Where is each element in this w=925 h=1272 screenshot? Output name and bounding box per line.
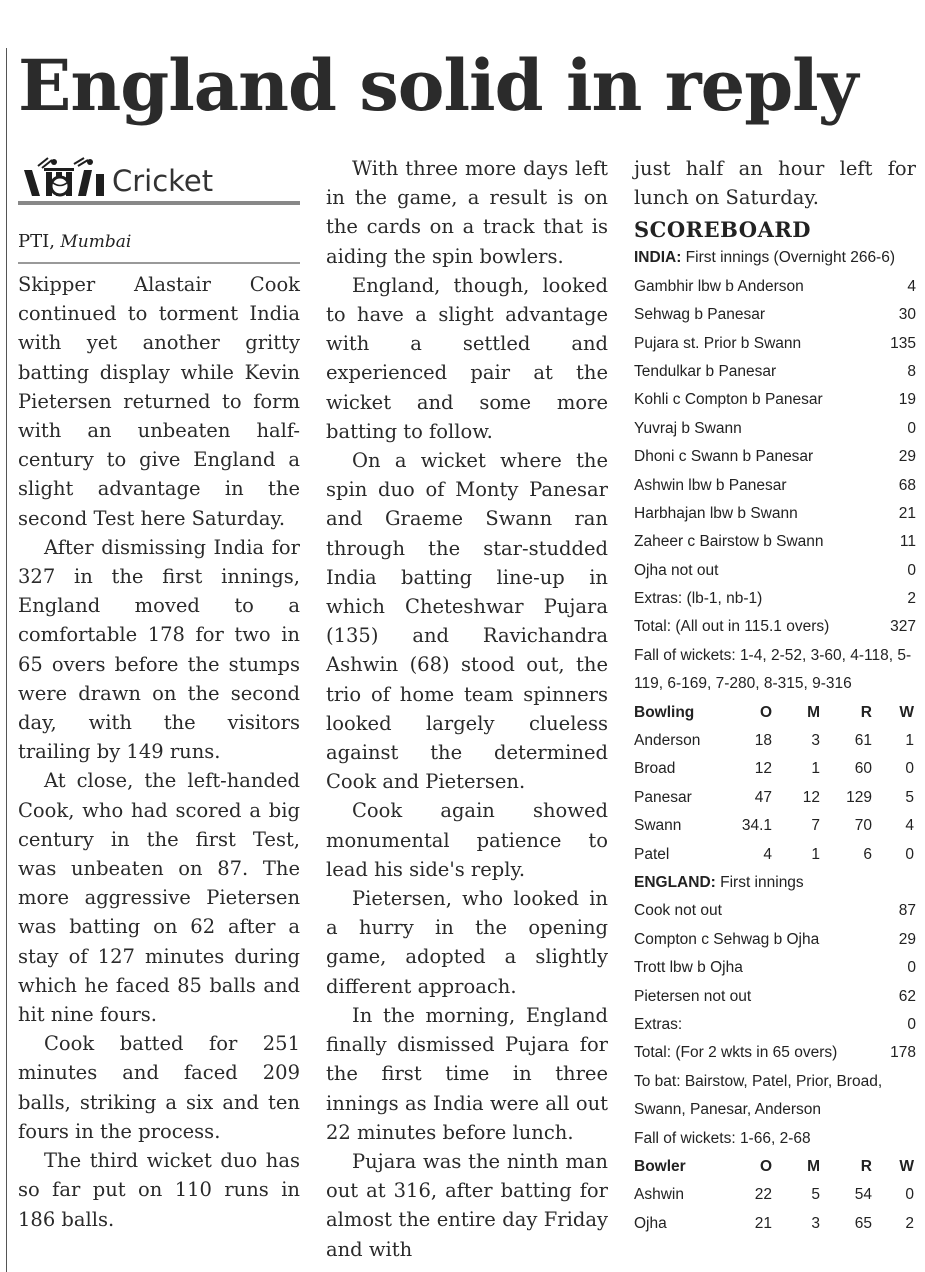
batsman-runs: 178 [890, 1044, 916, 1062]
batsman-runs: 0 [907, 1015, 916, 1033]
batsman-dismissal: Trott lbw b Ojha [634, 959, 743, 977]
batsman-runs: 62 [898, 987, 916, 1005]
batsman-dismissal: Harbhajan lbw b Swann [634, 504, 798, 522]
bowling-header-row [634, 1153, 916, 1181]
batsman-runs: 87 [898, 902, 916, 920]
england-innings-heading [634, 869, 916, 897]
left-column-rule [6, 48, 7, 1272]
bowler-overs: 22 [754, 1186, 772, 1204]
bowler-overs: 47 [754, 788, 772, 806]
batting-row [634, 897, 916, 925]
article-paragraph: On a wicket where the spin duo of Monty Panesar and Graeme Swann ran through the star-studded India batting line-up in which Cheteshwar Pujara (135) and Ravichandra Ashwin (68) stood out, the trio of home team spinners looked largely clueless against the determined Cook and Pietersen. [326, 449, 608, 794]
innings-label: First innings [720, 874, 804, 892]
bowler-runs: 70 [854, 817, 872, 835]
batsman-dismissal: Compton c Sehwag b Ojha [634, 930, 820, 948]
bowler-maidens: 5 [811, 1186, 820, 1204]
batting-row [634, 613, 916, 641]
article-column-1 [18, 154, 300, 1234]
batsman-runs: 11 [899, 533, 916, 551]
bowler-maidens: 1 [811, 845, 820, 863]
batsman-runs: 8 [907, 362, 916, 380]
bowling-header-maidens: M [807, 703, 820, 721]
article-paragraph: Skipper Alastair Cook continued to torment India with yet another gritty batting display while Kevin Pietersen returned to form with an unbeaten half-century to give England a slight advantage in the second Test here Saturday. [18, 273, 300, 530]
scoreboard [634, 244, 916, 1238]
article-paragraph: Cook again showed monumental patience to lead his side's reply. [326, 799, 608, 881]
byline-agency: PTI, [18, 231, 55, 252]
bowler-maidens: 7 [811, 817, 820, 835]
batting-row [634, 443, 916, 471]
batsman-runs: 4 [907, 277, 916, 295]
batting-row [634, 273, 916, 301]
article-paragraph: Pujara was the ninth man out at 316, after batting for almost the entire day Friday and with [326, 1149, 608, 1261]
bowler-overs: 18 [754, 732, 772, 750]
bowling-row [634, 727, 916, 755]
batting-row [634, 585, 916, 613]
batsman-runs: 30 [898, 306, 916, 324]
batsman-dismissal: Pujara st. Prior b Swann [634, 334, 802, 352]
bowling-header-overs: O [759, 1157, 772, 1175]
article-paragraph: Pietersen, who looked in a hurry in the opening game, adopted a slightly different approach. [326, 887, 608, 998]
article-paragraph: In the morning, England finally dismissed Pujara for the first time in three innings as India were all out 22 minutes before lunch. [326, 1003, 608, 1144]
section-tag [18, 154, 300, 210]
england-batting-list [634, 897, 916, 1067]
bowler-runs: 60 [854, 760, 872, 778]
bowler-overs: 12 [754, 760, 772, 778]
batsman-runs: 0 [907, 959, 916, 977]
bowling-row [634, 1181, 916, 1209]
bowling-row [634, 755, 916, 783]
batsman-dismissal: Dhoni c Swann b Panesar [634, 448, 814, 466]
cricket-bat-ball-stumps-icon [18, 156, 110, 200]
batsman-dismissal: Extras: [634, 1015, 683, 1033]
bowler-runs: 65 [854, 1214, 872, 1232]
batting-row [634, 528, 916, 556]
batsman-dismissal: Ashwin lbw b Panesar [634, 476, 787, 494]
bowler-name: Broad [634, 760, 676, 778]
bowling-row [634, 784, 916, 812]
article-paragraph: England, though, looked to have a slight advantage with a settled and experienced pair at the wicket and some more batting to follow. [326, 273, 608, 443]
batsman-runs: 21 [898, 504, 916, 522]
bowling-header-wickets: W [899, 703, 914, 721]
england-fall-of-wickets: Fall of wickets: 1-66, 2-68 [634, 1129, 811, 1147]
batsman-runs: 0 [907, 561, 916, 579]
headline: England solid in reply [18, 44, 858, 127]
section-label: Cricket [112, 164, 214, 198]
bowler-maidens: 12 [802, 788, 820, 806]
scoreboard-title: SCOREBOARD [634, 217, 812, 243]
batsman-runs: 327 [890, 618, 916, 636]
batsman-dismissal: Sehwag b Panesar [634, 306, 765, 324]
batsman-runs: 135 [890, 334, 916, 352]
bowling-header-runs: R [860, 1157, 872, 1175]
bowler-overs: 34.1 [741, 817, 772, 835]
batsman-runs: 29 [898, 930, 916, 948]
india-bowling-table [634, 699, 916, 869]
bowler-overs: 21 [754, 1214, 772, 1232]
batting-row [634, 557, 916, 585]
article-body-col3 [634, 154, 916, 212]
batting-row [634, 386, 916, 414]
bowler-maidens: 3 [811, 1214, 820, 1232]
bowler-maidens: 1 [811, 760, 820, 778]
bowler-overs: 4 [763, 845, 772, 863]
section-rule [18, 201, 300, 205]
bowling-row [634, 812, 916, 840]
batsman-dismissal: Ojha not out [634, 561, 719, 579]
bowler-name: Ashwin [634, 1186, 684, 1204]
bowler-name: Anderson [634, 732, 701, 750]
bowler-wickets: 0 [905, 1186, 914, 1204]
batsman-dismissal: Kohli c Compton b Panesar [634, 391, 823, 409]
byline-place: Mumbai [60, 232, 132, 252]
article-paragraph: At close, the left-handed Cook, who had scored a big century in the first Test, was unbeaten on 87. The more aggressive Pietersen was batting on 62 after a stay of 127 minutes during which he faced 85 balls and hit nine fours. [18, 769, 300, 1027]
batsman-dismissal: Cook not out [634, 902, 722, 920]
innings-label: First innings (Overnight 266-6) [685, 249, 896, 267]
bowler-wickets: 5 [905, 788, 914, 806]
bowler-name: Panesar [634, 788, 692, 806]
batting-row [634, 415, 916, 443]
article-paragraph: After dismissing India for 327 in the first innings, England moved to a comfortable 178 for two in 65 overs before the stumps were drawn on the second day, with the visitors trailing by 149 runs. [18, 535, 300, 764]
bowler-wickets: 0 [905, 760, 914, 778]
batsman-runs: 2 [907, 590, 916, 608]
batting-row [634, 1011, 916, 1039]
article-body-col1 [18, 270, 300, 1234]
bowler-name: Swann [634, 817, 682, 835]
bowler-wickets: 4 [905, 817, 914, 835]
batting-row [634, 500, 916, 528]
batting-row [634, 301, 916, 329]
bowler-runs: 6 [863, 845, 872, 863]
bowling-row [634, 1210, 916, 1238]
bowler-runs: 129 [846, 788, 872, 806]
bowling-header-runs: R [860, 703, 872, 721]
batting-row [634, 983, 916, 1011]
bowler-wickets: 2 [905, 1214, 914, 1232]
batting-row [634, 1039, 916, 1067]
bowler-runs: 54 [854, 1186, 872, 1204]
england-bowling-table [634, 1153, 916, 1238]
team-name: ENGLAND: [634, 874, 716, 892]
bowler-wickets: 0 [905, 845, 914, 863]
batsman-dismissal: Total: (All out in 115.1 overs) [634, 618, 830, 636]
bowling-header-maidens: M [807, 1157, 820, 1175]
bowling-header-label: Bowling [634, 703, 695, 721]
bowler-name: Ojha [634, 1214, 667, 1232]
bowler-runs: 61 [854, 732, 872, 750]
bowling-header-row [634, 699, 916, 727]
india-fall-of-wickets: Fall of wickets: 1-4, 2-52, 3-60, 4-118, 5-119, 6-169, 7-280, 8-315, 9-316 [634, 646, 912, 693]
article-paragraph: The third wicket duo has so far put on 110 runs in 186 balls. [18, 1149, 300, 1231]
bowling-header-label: Bowler [634, 1157, 686, 1175]
article-column-3 [634, 154, 916, 1238]
bowling-row [634, 841, 916, 869]
bowler-maidens: 3 [811, 732, 820, 750]
bowler-name: Patel [634, 845, 670, 863]
article-column-2 [326, 154, 608, 1264]
batsman-runs: 29 [898, 448, 916, 466]
byline [18, 230, 300, 254]
byline-rule [18, 262, 300, 264]
batsman-runs: 68 [898, 476, 916, 494]
article-paragraph: With three more days left in the game, a result is on the cards on a track that is aiding the spin bowlers. [326, 157, 608, 268]
batsman-dismissal: Zaheer c Bairstow b Swann [634, 533, 824, 551]
batting-row [634, 358, 916, 386]
batsman-dismissal: Pietersen not out [634, 987, 752, 1005]
batsman-runs: 19 [898, 391, 916, 409]
bowler-wickets: 1 [905, 732, 914, 750]
batting-row [634, 472, 916, 500]
bowling-header-overs: O [759, 703, 772, 721]
article-paragraph: Cook batted for 251 minutes and faced 209 balls, striking a six and ten fours in the process. [18, 1032, 300, 1143]
bowling-header-wickets: W [899, 1157, 914, 1175]
batsman-dismissal: Gambhir lbw b Anderson [634, 277, 804, 295]
article-paragraph: just half an hour left for lunch on Saturday. [634, 157, 916, 210]
batting-row [634, 330, 916, 358]
india-batting-list [634, 273, 916, 642]
batsman-dismissal: Extras: (lb-1, nb-1) [634, 590, 763, 608]
england-to-bat: To bat: Bairstow, Patel, Prior, Broad, Swann, Panesar, Anderson [634, 1072, 883, 1119]
india-innings-heading [634, 244, 916, 272]
batsman-runs: 0 [907, 419, 916, 437]
batsman-dismissal: Total: (For 2 wkts in 65 overs) [634, 1044, 838, 1062]
team-name: INDIA: [634, 249, 682, 267]
batsman-dismissal: Yuvraj b Swann [634, 419, 742, 437]
batsman-dismissal: Tendulkar b Panesar [634, 362, 777, 380]
article-body-col2 [326, 154, 608, 1264]
batting-row [634, 926, 916, 954]
batting-row [634, 954, 916, 982]
